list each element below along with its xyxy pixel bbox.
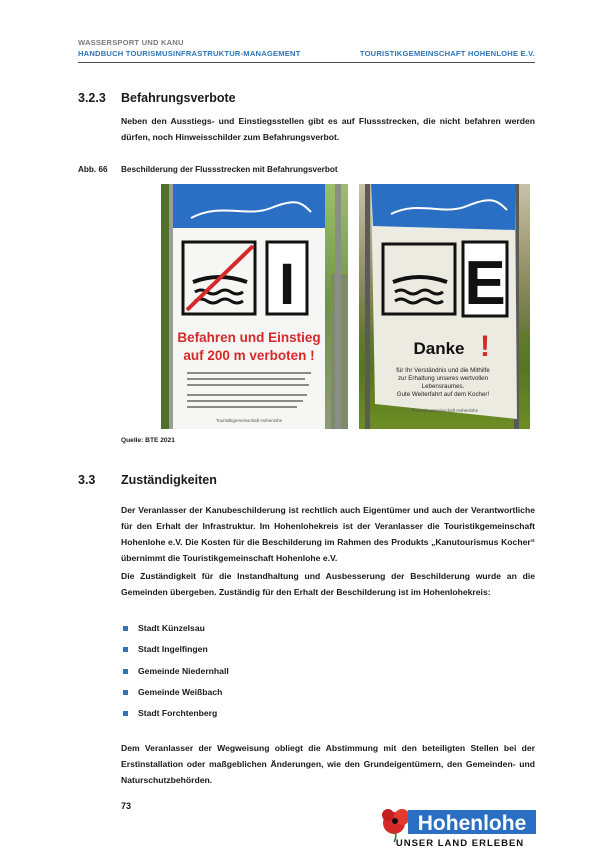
- sign-right-footer: Touristikgemeinschaft Hohenlohe: [411, 408, 479, 413]
- bullet-square-icon: [123, 647, 128, 652]
- section-title: Zuständigkeiten: [121, 473, 217, 487]
- header-organization: TOURISTIKGEMEINSCHAFT HOHENLOHE E.V.: [359, 49, 535, 58]
- sign-left-warning-line1: Befahren und Einstieg: [177, 330, 321, 345]
- figure-source: Quelle: BTE 2021: [121, 437, 175, 444]
- sign-right-letter: E: [464, 249, 506, 318]
- bullet-square-icon: [123, 690, 128, 695]
- sign-left-warning-line2: auf 200 m verboten !: [183, 348, 315, 363]
- bullet-square-icon: [123, 669, 128, 674]
- sign-right-msg-1: für Ihr Verständnis und die Mithilfe: [396, 367, 490, 374]
- logo-name: Hohenlohe: [417, 812, 527, 835]
- figure-label: Abb. 66: [78, 165, 108, 174]
- section-number: 3.2.3: [78, 91, 106, 105]
- list-item: Gemeinde Niedernhall: [121, 661, 229, 682]
- sign-photo-right: [359, 184, 530, 429]
- sign-photo-left: [161, 184, 348, 429]
- section-paragraph: Der Veranlasser der Kanubeschilderung ist rechtlich auch Eigentümer und auch der Verantwortliche für den Erhalt der Infrastruktur. Im Hohenlohekreis ist der Veranlasser die Touristikgemeinschaft Hohenlohe e.V. Die Kosten für die Beschilderung im Rahmen des Produkts „Kanutourismus Kocher“ übernimmt die Touristikgemeinschaft Hohenlohe e.V.: [121, 505, 535, 563]
- header-section-label: WASSERSPORT UND KANU: [78, 38, 184, 47]
- logo-tagline: UNSER LAND ERLEBEN: [395, 838, 525, 848]
- sign-right-thanks: Danke: [413, 339, 465, 358]
- figure-caption: Beschilderung der Flussstrecken mit Befahrungsverbot: [121, 165, 338, 174]
- municipality-list: [121, 618, 229, 724]
- bullet-square-icon: [123, 626, 128, 631]
- sign-right-msg-2: zur Erhaltung unseres wertvollen: [397, 375, 489, 382]
- section-paragraph: Neben den Ausstiegs- und Einstiegsstellen gibt es auf Flussstrecken, die nicht befahren werden dürfen, noch Hinweisschilder zum Befahrungsverbot.: [121, 116, 535, 142]
- list-item: Stadt Künzelsau: [121, 618, 229, 639]
- section-paragraph: Dem Veranlasser der Wegweisung obliegt die Abstimmung mit den beteiligten Stellen bei der Erstinstallation oder maßgeblichen Änderungen, wie den Grundeigentümern, den Gemeinden- und Naturschutzbehörden.: [121, 743, 535, 785]
- section-number: 3.3: [78, 473, 96, 487]
- sign-right-msg-4: Gute Weiterfahrt auf dem Kocher!: [396, 391, 490, 398]
- list-item: Gemeinde Weißbach: [121, 682, 229, 703]
- hohenlohe-logo: [380, 806, 537, 848]
- bullet-square-icon: [123, 711, 128, 716]
- section-title: Befahrungsverbote: [121, 91, 236, 105]
- sign-right-msg-3: Lebensraumes.: [421, 383, 465, 390]
- list-item: Stadt Ingelfingen: [121, 639, 229, 660]
- section-paragraph: Die Zuständigkeit für die Instandhaltung und Ausbesserung der Beschilderung wurde an die Gemeinden übergeben. Zuständig für den Erhalt der Beschilderung ist im Hohenlohekreis:: [121, 571, 535, 597]
- header-divider: [78, 62, 535, 63]
- sign-left-letter: I: [278, 252, 296, 317]
- sign-left-footer: Touristikgemeinschaft Hohenlohe: [215, 418, 283, 423]
- list-item: Stadt Forchtenberg: [121, 703, 229, 724]
- header-handbook-title: HANDBUCH TOURISMUSINFRASTRUKTUR-MANAGEMENT: [78, 49, 301, 58]
- sign-right-exclaim: !: [480, 330, 490, 363]
- page-number: 73: [121, 801, 132, 811]
